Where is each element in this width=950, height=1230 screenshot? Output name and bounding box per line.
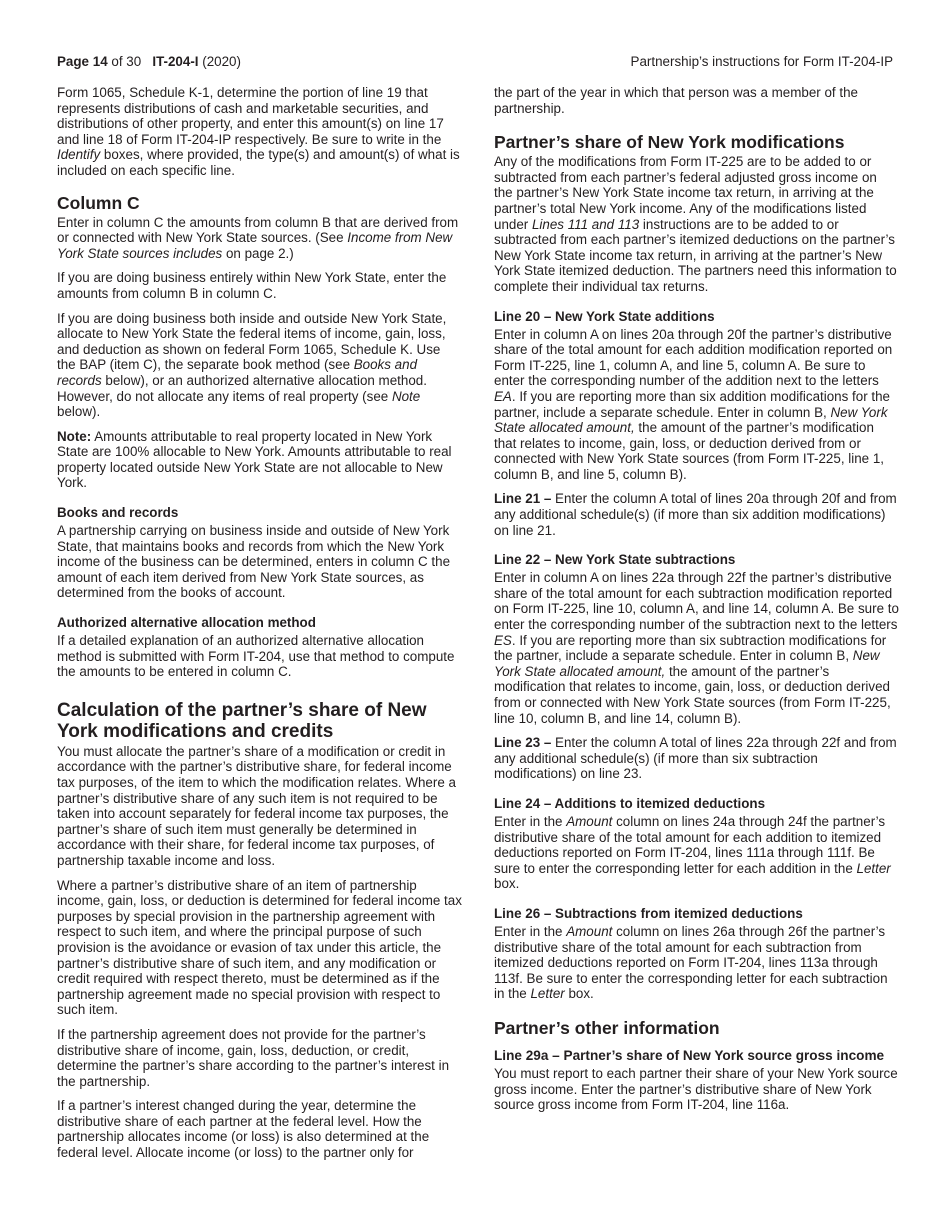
page-number-label: Page 14 of 30 IT-204-I (2020) [57,54,241,69]
alternative-method-paragraph: If a detailed explanation of an authorized alternative allocation method is submitted with Form IT-204, use that method to compute the amounts to be entered in column C. [57,633,455,680]
column-c-paragraph-1: Enter in column C the amounts from column B that are derived from or connected with New York State sources. (See Income from New York State sources includes on page 2.) [57,214,459,261]
line-29a-heading: Line 29a – Partner’s share of New York source gross income [494,1047,885,1063]
column-c-heading: Column C [57,192,140,213]
line-20-paragraph: Enter in column A on lines 20a through 20f the partner’s distributive share of the total amount for each addition modification reported on Form IT-225, line 1, column A, and line 5, column A. Be sure to enter the corresponding number of the addition next to the letters EA. If you are reporting more than six addition modifications for the partner, include a separate schedule. Enter in column B, New York State allocated amount, the amount of the partner’s modification that relates to income, gain, loss, or deduction derived from or connected with New York State sources (from Form IT-225, line 1, column B, and line 5, column B). [494,326,893,482]
calculation-paragraph-3: If the partnership agreement does not provide for the partner’s distributive share of income, gain, loss, deduction, or credit, determine the partner’s share according to the partner’s interest in the partnership. [57,1026,450,1089]
page-header [57,53,893,71]
right-column [494,85,899,1122]
modifications-heading: Partner’s share of New York modifications [494,132,845,153]
calculation-paragraph-4: If a partner’s interest changed during the year, determine the distributive share of each partner at the federal level. How the partnership allocates income (or loss) is also determined at the federal level. Allocate income (or loss) to the partner only for [57,1098,430,1161]
page-total: of 30 [111,54,142,69]
page-number: 14 [92,54,108,69]
intro-paragraph: Form 1065, Schedule K-1, determine the portion of line 19 that represents distributions of cash and marketable securities, and distributions of other property, and enter this amount(s) on line 17 and line 18 of Form IT-204-IP respectively. Be sure to write in the Identify boxes, where provided, the type(s) and amount(s) of what is included on each specific line. [57,85,460,178]
line-24-paragraph: Enter in the Amount column on lines 24a through 24f the partner’s distributive share of the total amount for each addition to itemized deductions reported on Form IT-204, lines 111a through 111f. Be sure to enter the corresponding letter for each addition in the Letter box. [494,813,891,892]
continued-paragraph: the part of the year in which that person was a member of the partnership. [494,85,858,116]
line-29a-paragraph: You must report to each partner their share of your New York source gross income. Enter the partner’s distributive share of New York source gross income from Form IT-204, line 116a. [494,1065,898,1113]
line-24-heading: Line 24 – Additions to itemized deductions [494,795,766,811]
calculation-paragraph-1: You must allocate the partner’s share of a modification or credit in accordance with the partner’s distributive share, for federal income tax purposes, of the item to which the modification relates. Where a partner’s distributive share of any such item is not required to be taken into account separately for federal income tax purposes, the partner’s share of such item must generally be determined in accordance with their share, for federal income tax purposes, of partnership taxable income and loss. [57,743,456,868]
modifications-paragraph: Any of the modifications from Form IT-225 are to be added to or subtracted from each partner’s federal adjusted gross income on the partner’s New York State income tax return, in arriving at the partner’s total New York income. Any of the modifications listed under Lines 111 and 113 instructions are to be added to or subtracted from each partner’s itemized deductions on the partner’s New York State income tax return, in arriving at the partner’s New York State itemized deduction. The partners need this information to complete their individual tax returns. [494,154,897,294]
alternative-method-heading: Authorized alternative allocation method [57,615,316,631]
column-c-paragraph-3: If you are doing business both inside and outside New York State, allocate to New York State the federal items of income, gain, loss, and deduction as shown on federal Form 1065, Schedule K. Use the BAP (item C), the separate book method (see Books and records below), or an authorized alternative allocation method. However, do not allocate any items of real property (see Note below). [57,310,447,420]
form-year: (2020) [202,54,241,69]
calculation-paragraph-2: Where a partner’s distributive share of an item of partnership income, gain, loss, or deduction is determined for federal income tax purposes by special provision in the partnership agreement with respect to such item, and where the principal purpose of such provision is the avoidance or evasion of tax under this article, the partner’s distributive share of such item, and any modification or credit required with respect thereto, must be determined as if the partnership agreement made no special provision with respect to such item. [57,877,462,1018]
books-and-records-paragraph: A partnership carrying on business inside and outside of New York State, that maintains books and records from which the New York income of the business can be determined, enters in column C the amount of each item derived from New York State sources, as determined from the books of account. [57,523,451,601]
header-title: Partnership’s instructions for Form IT-204-IP [630,54,893,69]
column-c-paragraph-2: If you are doing business entirely within New York State, enter the amounts from column B in column C. [57,270,447,301]
form-id: IT-204-I [152,54,199,69]
line-26-paragraph: Enter in the Amount column on lines 26a through 26f the partner’s distributive share of the total amount for each subtraction from itemized deductions reported on Form IT-204, lines 113a through 113f. Be sure to enter the corresponding letter for each subtraction in the Letter box. [494,923,888,1002]
line-21-paragraph: Line 21 – Enter the column A total of lines 20a through 20f and from any additional schedule(s) (if more than six addition modifications) on line 21. [494,491,897,538]
line-22-heading: Line 22 – New York State subtractions [494,552,736,568]
other-information-heading: Partner’s other information [494,1017,720,1038]
line-26-heading: Line 26 – Subtractions from itemized deductions [494,905,803,921]
note-paragraph: Note: Amounts attributable to real property located in New York State are 100% allocable to New York. Amounts attributable to real property located outside New York State are not allocable to New York. [57,428,452,491]
line-20-heading: Line 20 – New York State additions [494,308,715,324]
line-22-paragraph: Enter in column A on lines 22a through 22f the partner’s distributive share of the total amount for each subtraction modification reported on Form IT-225, line 10, column A, and line 14, column A. Be sure to enter the corresponding number of the subtraction next to the letters ES. If you are reporting more than six subtraction modifications for the partner, include a separate schedule. Enter in column B, New York State allocated amount, the amount of the partner’s modification that relates to income, gain, loss, or deduction derived from or connected with New York State sources (from Form IT-225, line 10, column B, and line 14, column B). [494,570,899,726]
left-column [57,85,462,1170]
calculation-heading: Calculation of the partner’s share of New York modifications and credits [57,699,427,742]
books-and-records-heading: Books and records [57,505,179,521]
line-23-paragraph: Line 23 – Enter the column A total of lines 22a through 22f and from any additional schedule(s) (if more than six subtraction modifications) on line 23. [494,735,897,782]
